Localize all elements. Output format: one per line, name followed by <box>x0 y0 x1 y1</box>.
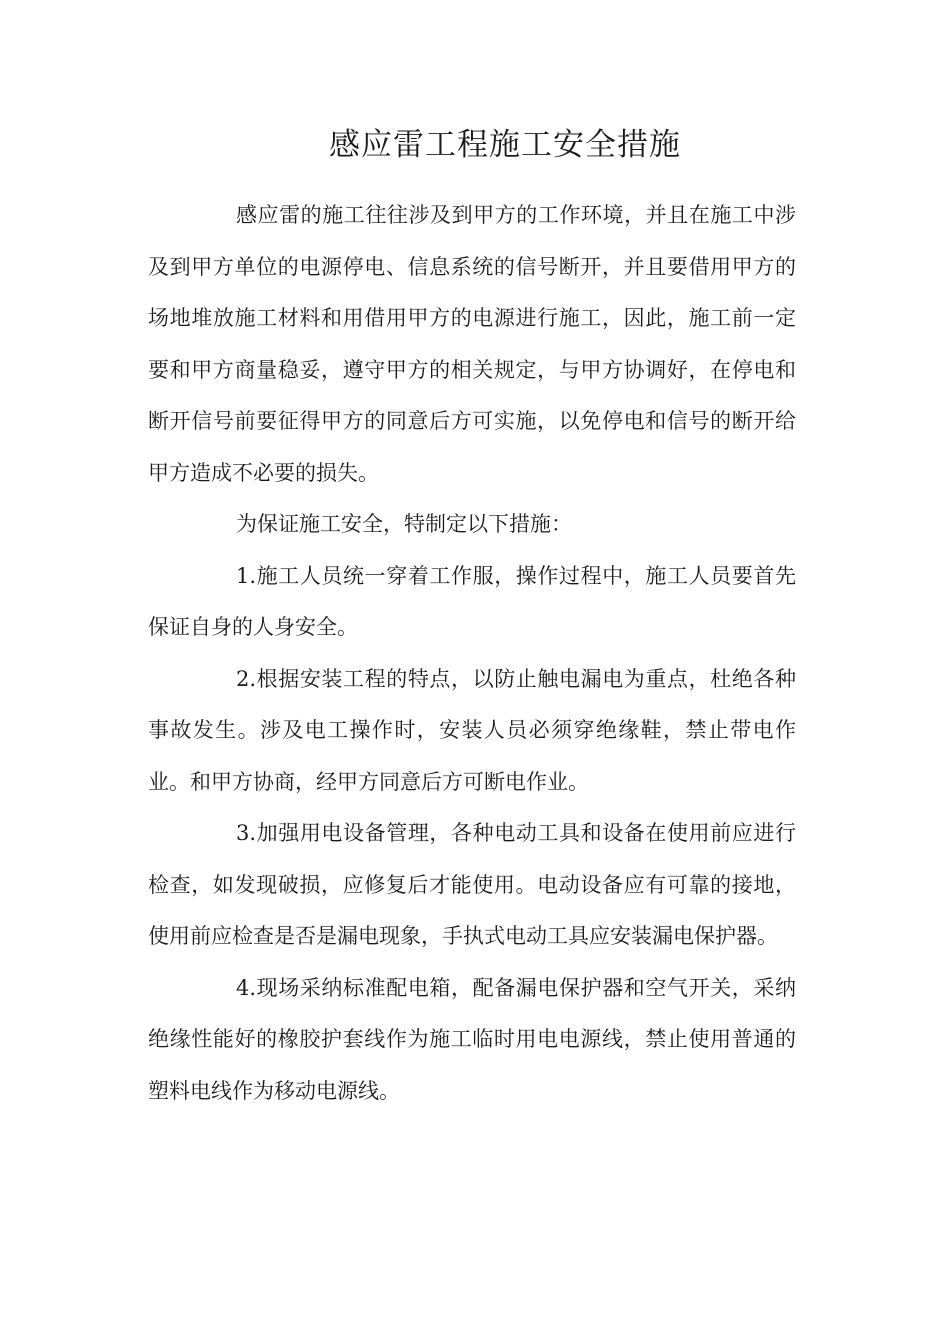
measure-item-3: 3.加强用电设备管理，各种电动工具和设备在使用前应进行检查，如发现破损，应修复后才能使用。电动设备应有可靠的接地，使用前应检查是否是漏电现象，手执式电动工具应安装漏电保护器。 <box>148 821 796 948</box>
document-body <box>148 190 796 1117</box>
document-title: 感应雷工程施工安全措施 <box>329 127 681 163</box>
intro-paragraph: 感应雷的施工往往涉及到甲方的工作环境，并且在施工中涉及到甲方单位的电源停电、信息系统的信号断开，并且要借用甲方的场地堆放施工材料和用借用甲方的电源进行施工，因此，施工前一定要和甲方商量稳妥，遵守甲方的相关规定，与甲方协调好，在停电和断开信号前要征得甲方的同意后方可实施，以免停电和信号的断开给甲方造成不必要的损失。 <box>148 203 796 485</box>
measure-item-2: 2.根据安装工程的特点，以防止触电漏电为重点，杜绝各种事故发生。涉及电工操作时，安装人员必须穿绝缘鞋，禁止带电作业。和甲方协商，经甲方同意后方可断电作业。 <box>148 666 796 794</box>
measures-intro-paragraph: 为保证施工安全，特制定以下措施： <box>236 512 572 536</box>
measure-item-1: 1.施工人员统一穿着工作服，操作过程中，施工人员要首先保证自身的人身安全。 <box>148 563 796 639</box>
measure-item-4: 4.现场采纳标准配电箱，配备漏电保护器和空气开关，采纳绝缘性能好的橡胶护套线作为施工临时用电电源线，禁止使用普通的塑料电线作为移动电源线。 <box>148 975 796 1103</box>
